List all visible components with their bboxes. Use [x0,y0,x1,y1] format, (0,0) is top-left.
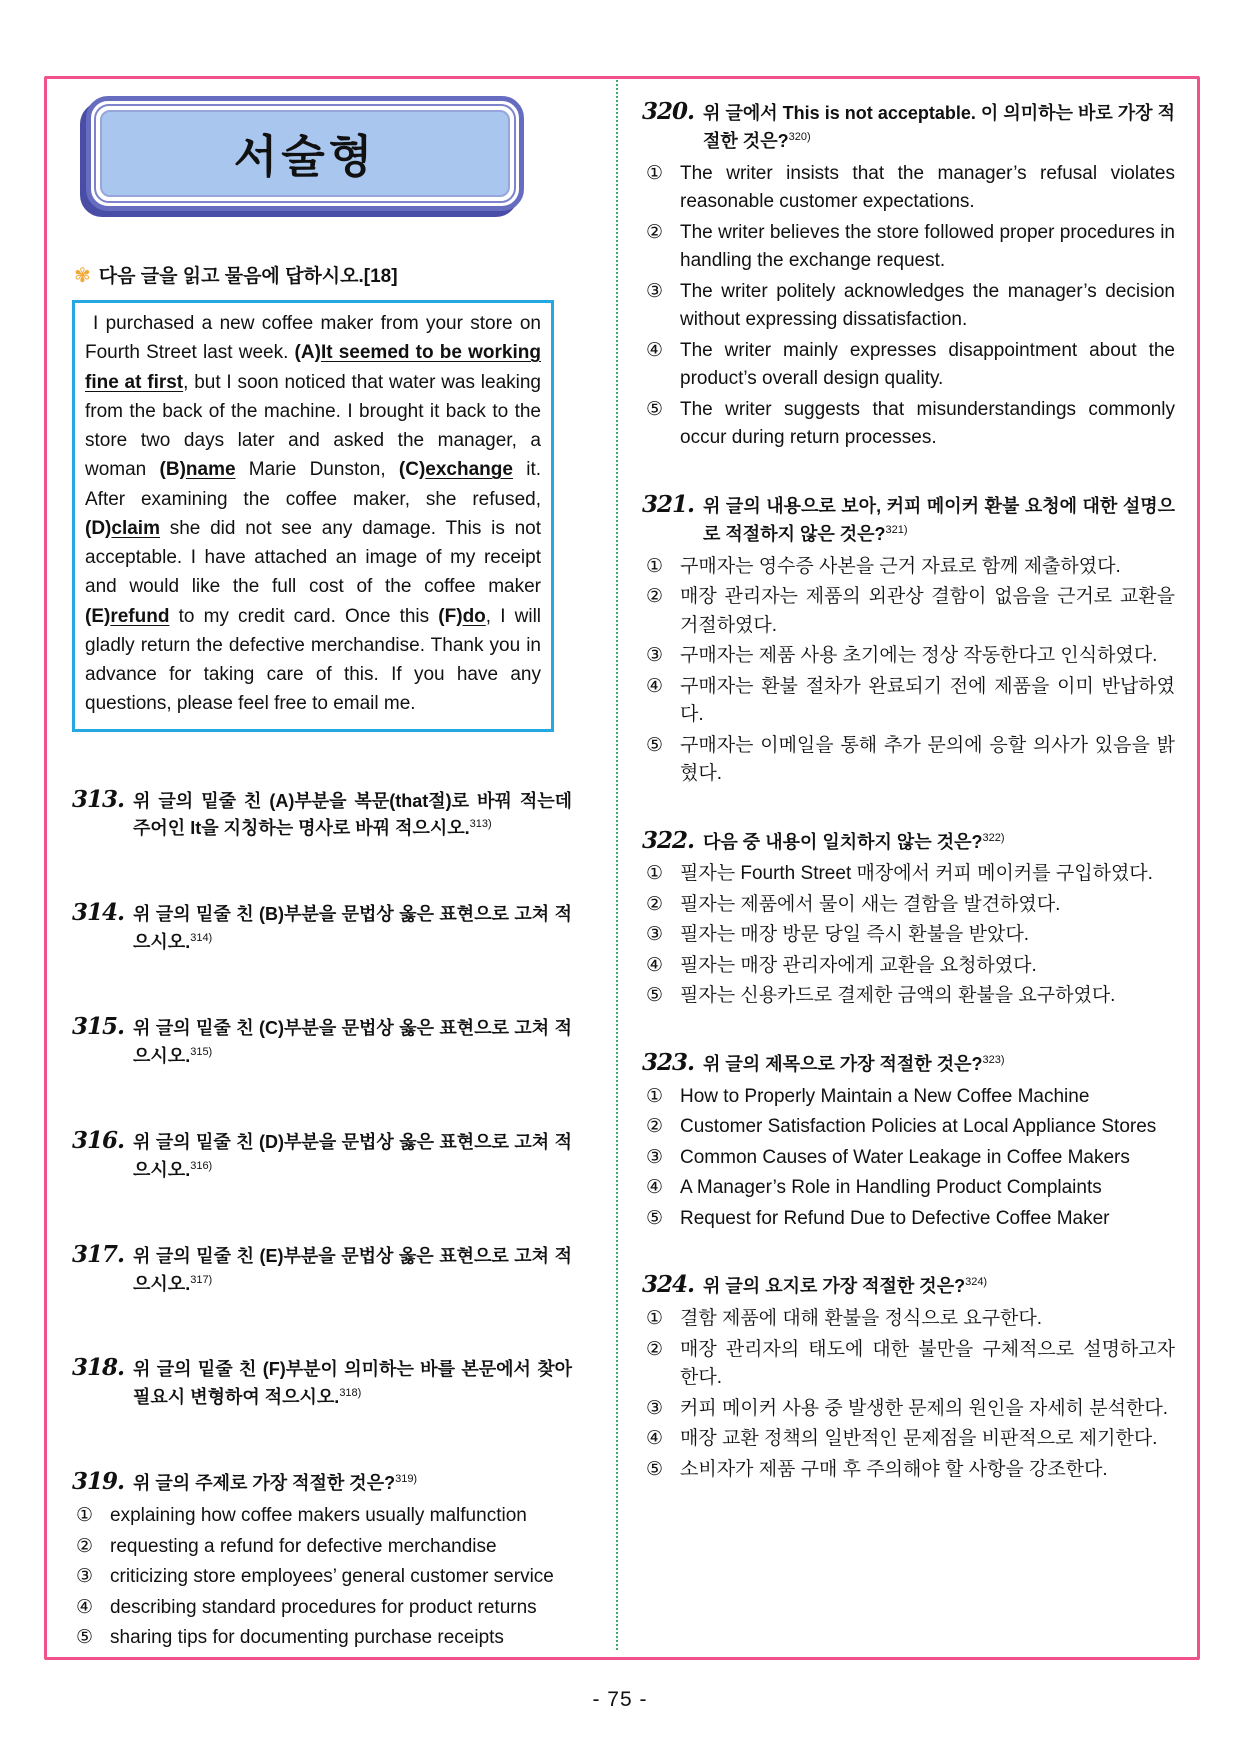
passage-marked-segment: (D) [85,517,112,539]
option-text: How to Properly Maintain a New Coffee Machine [680,1085,1090,1107]
question-320 [642,98,1175,453]
option-text: The writer politely acknowledges the manager’s decision without expressing dissatisfaction. [680,280,1175,331]
option-list [642,1305,1175,1484]
question-head [642,491,1175,549]
option-row [642,278,1175,335]
question-324 [642,1271,1175,1484]
question-316 [72,1127,572,1185]
option-marker: ④ [76,1596,94,1618]
option-text: The writer mainly expresses disappointment about the product’s overall design quality. [680,339,1175,390]
option-marker: ① [646,1085,664,1107]
option-marker: ⑤ [646,985,664,1007]
option-marker: ⑤ [646,1458,664,1480]
option-list [642,860,1175,1011]
passage-segment: she did not see any damage. This is not acceptable. I have attached an image of my receipt and would like the full cost of the coffee maker [85,517,541,598]
passage-marked-segment: (F) [438,605,463,627]
passage-segment: I purchased a new coffee maker from your store on Fourth Street last week. [85,313,541,364]
option-row [642,1174,1175,1203]
option-row [642,642,1175,671]
option-text: 매장 관리자의 태도에 대한 불만을 구체적으로 설명하고자 한다. [680,1338,1175,1389]
option-text: 구매자는 제품 사용 초기에는 정상 작동한다고 인식하였다. [680,645,1158,667]
question-text: 위 글의 밑줄 친 (B)부분을 문법상 옳은 표현으로 고쳐 적으시오.$^{314)}$ [133,904,572,953]
question-321 [642,491,1175,789]
question-head [642,1271,1175,1301]
option-text: Customer Satisfaction Policies at Local Appliance Stores [680,1116,1157,1138]
question-text: 위 글에서 This is not acceptable. 이 의미하는 바로 가장 적절한 것은?$^{320)}$ [703,103,1175,151]
option-marker: ④ [646,339,664,361]
option-row [642,860,1175,889]
right-column [642,98,1175,1522]
question-footnote-ref: 320) [788,130,811,143]
question-footnote-ref: 315) [190,1045,213,1058]
option-text: 구매자는 환불 절차가 완료되기 전에 제품을 이미 반납하였다. [680,675,1175,726]
passage-segment: , but I soon noticed that water was leaking from the back of the machine. I brought it back to the store two days later and asked the manager, a woman [85,371,541,481]
option-row [72,1533,572,1562]
option-marker: ④ [646,1177,664,1199]
question-322 [642,827,1175,1011]
option-row [72,1502,572,1531]
option-marker: ⑤ [646,734,664,756]
column-divider [616,80,618,1650]
title-border-outer [86,96,524,211]
question-number: 317. [72,1240,125,1268]
option-row [642,1456,1175,1485]
option-marker: ④ [646,1428,664,1450]
title-border-mid [94,104,516,203]
question-footnote-ref: 316) [190,1159,213,1172]
question-314 [72,899,572,957]
question-text: 위 글의 밑줄 친 (C)부분을 문법상 옳은 표현으로 고쳐 적으시오.$^{315)}$ [133,1018,572,1066]
question-number: 315. [72,1013,125,1041]
option-row [642,1425,1175,1454]
option-row [642,1305,1175,1334]
question-318 [72,1354,572,1412]
option-row [642,1336,1175,1393]
question-317 [72,1241,572,1299]
question-number: 324. [642,1271,695,1299]
question-head [642,827,1175,857]
question-313 [72,786,572,844]
option-row [642,1083,1175,1112]
option-marker: ③ [646,924,664,946]
question-footnote-ref: 313) [469,818,492,831]
option-marker: ① [646,162,664,184]
option-text: 필자는 신용카드로 결제한 금액의 환불을 요구하였다. [680,985,1116,1007]
passage-segment: Marie Dunston, [235,459,399,481]
option-marker: ③ [646,1397,664,1419]
option-row [72,1624,572,1653]
question-head [642,98,1175,156]
questions-right [642,98,1175,1484]
option-row [642,673,1175,730]
option-marker: ① [646,1308,664,1330]
option-row [72,1594,572,1623]
flower-icon: ✾ [74,265,91,287]
option-text: 구매자는 영수증 사본을 근거 자료로 함께 제출하였다. [680,555,1121,577]
passage-marked-segment: refund [110,605,170,627]
option-marker: ② [646,221,664,243]
option-row [642,1144,1175,1173]
option-marker: ② [76,1535,94,1557]
question-text: 위 글의 밑줄 친 (E)부분을 문법상 옳은 표현으로 고쳐 적으시오.$^{317)}$ [133,1245,572,1294]
question-text: 위 글의 요지로 가장 적절한 것은?$^{324)}$ [703,1276,988,1297]
passage-text [85,309,541,719]
left-column [72,96,572,1691]
question-319 [72,1468,572,1652]
question-head [72,1354,572,1412]
option-marker: ③ [646,645,664,667]
question-text: 위 글의 내용으로 보아, 커피 메이커 환불 요청에 대한 설명으로 적절하지 않은 것은?$^{321)}$ [703,495,1175,544]
instruction-line [74,261,572,288]
option-text: criticizing store employees’ general customer service [110,1566,554,1588]
option-text: Request for Refund Due to Defective Coffee Maker [680,1207,1110,1229]
option-marker: ① [646,555,664,577]
instruction-text: 다음 글을 읽고 물음에 답하시오.[18] [98,266,398,287]
option-text: 필자는 제품에서 물이 새는 결함을 발견하였다. [680,893,1061,915]
section-title-box [86,96,524,211]
passage-marked-segment: claim [111,517,160,539]
question-footnote-ref: 319) [395,1473,418,1486]
question-text: 위 글의 제목으로 가장 적절한 것은?$^{323)}$ [703,1053,1005,1074]
question-number: 321. [642,490,695,518]
passage-marked-segment: It seemed to be working fine at first [85,342,541,393]
option-marker: ③ [646,280,664,302]
option-text: 결함 제품에 대해 환불을 정식으로 요구한다. [680,1308,1043,1330]
option-row [642,337,1175,394]
option-marker: ② [646,1338,664,1360]
option-marker: ④ [646,954,664,976]
question-number: 314. [72,899,125,927]
option-row [642,160,1175,217]
question-head [72,1468,572,1498]
option-text: requesting a refund for defective merchandise [110,1535,497,1557]
question-number: 323. [642,1048,695,1076]
question-head [642,1049,1175,1079]
option-text: 필자는 Fourth Street 매장에서 커피 메이커를 구입하였다. [680,863,1153,885]
option-marker: ⑤ [646,1207,664,1229]
option-row [72,1563,572,1592]
page-number: - 75 - [592,1688,648,1711]
option-text: The writer believes the store followed proper procedures in handling the exchange request. [680,221,1175,272]
option-marker: ② [646,893,664,915]
option-list [642,1083,1175,1234]
question-number: 322. [642,826,695,854]
question-footnote-ref: 317) [190,1273,213,1286]
option-text: 구매자는 이메일을 통해 추가 문의에 응할 의사가 있음을 밝혔다. [680,734,1175,785]
option-marker: ② [646,586,664,608]
question-text: 위 글의 밑줄 친 (A)부분을 복문(that절)로 바꿔 적는데 주어인 It을 지칭하는 명사로 바꿔 적으시오.$^{313)}$ [133,790,572,839]
option-row [642,396,1175,453]
question-footnote-ref: 323) [982,1053,1005,1066]
question-footnote-ref: 318) [339,1387,362,1400]
section-title: 서술형 [100,110,510,197]
question-number: 319. [72,1468,125,1496]
passage-marked-segment: do [462,605,486,627]
passage-marked-segment: (E) [85,605,111,627]
option-row [642,583,1175,640]
question-number: 316. [72,1126,125,1154]
option-row [642,219,1175,276]
question-head [72,1013,572,1071]
passage-segment: it. After examining the coffee maker, she refused, [85,459,541,510]
option-list [642,160,1175,453]
option-marker: ③ [646,1146,664,1168]
option-text: sharing tips for documenting purchase receipts [110,1627,504,1649]
option-text: The writer insists that the manager’s refusal violates reasonable customer expectations. [680,162,1175,213]
option-row [642,891,1175,920]
question-text: 위 글의 주제로 가장 적절한 것은?$^{319)}$ [133,1473,418,1494]
question-number: 313. [72,785,125,813]
passage-marked-segment: exchange [425,459,513,481]
passage-box [72,300,554,732]
option-row [642,732,1175,789]
option-row [642,1205,1175,1234]
question-number: 318. [72,1354,125,1382]
option-text: Common Causes of Water Leakage in Coffee Makers [680,1146,1130,1168]
question-315 [72,1013,572,1071]
question-number: 320. [642,98,695,125]
option-text: describing standard procedures for product returns [110,1596,537,1618]
questions-left [72,786,572,1653]
option-text: 매장 교환 정책의 일반적인 문제점을 비판적으로 제기한다. [680,1428,1158,1450]
passage-marked-segment: (B) [159,459,186,481]
option-marker: ② [646,1116,664,1138]
question-footnote-ref: 321) [885,523,908,536]
option-row [642,921,1175,950]
question-text: 위 글의 밑줄 친 (F)부분이 의미하는 바를 본문에서 찾아 필요시 변형하여 적으시오.$^{318)}$ [133,1359,572,1408]
option-marker: ⑤ [646,398,664,420]
option-list [72,1502,572,1653]
option-list [642,553,1175,789]
option-text: explaining how coffee makers usually malfunction [110,1505,527,1527]
passage-marked-segment: (A) [294,342,321,364]
passage-marked-segment: (C) [398,459,426,481]
option-marker: ④ [646,675,664,697]
question-323 [642,1049,1175,1233]
question-footnote-ref: 322) [982,831,1005,844]
question-text: 다음 중 내용이 일치하지 않는 것은?$^{322)}$ [703,831,1005,852]
passage-marked-segment: name [185,459,236,481]
question-footnote-ref: 314) [190,932,213,945]
question-footnote-ref: 324) [965,1276,988,1289]
option-marker: ① [646,863,664,885]
option-text: The writer suggests that misunderstandings commonly occur during return processes. [680,398,1175,449]
option-text: A Manager’s Role in Handling Product Complaints [680,1177,1102,1199]
option-text: 필자는 매장 방문 당일 즉시 환불을 받았다. [680,924,1029,946]
question-text: 위 글의 밑줄 친 (D)부분을 문법상 옳은 표현으로 고쳐 적으시오.$^{316)}$ [133,1131,572,1180]
option-text: 필자는 매장 관리자에게 교환을 요청하였다. [680,954,1037,976]
option-marker: ① [76,1505,94,1527]
option-row [642,982,1175,1011]
option-row [642,553,1175,582]
passage-segment: to my credit card. Once this [169,605,439,627]
question-head [72,1241,572,1299]
option-marker: ⑤ [76,1627,94,1649]
option-text: 커피 메이커 사용 중 발생한 문제의 원인을 자세히 분석한다. [680,1397,1169,1419]
option-row [642,952,1175,981]
question-head [72,786,572,844]
question-head [72,1127,572,1185]
option-marker: ③ [76,1566,94,1588]
option-row [642,1113,1175,1142]
passage-segment: , I will gladly return the defective merchandise. Thank you in advance for taking care of this. If you have any questions, please feel free to email me. [85,605,542,715]
option-row [642,1395,1175,1424]
option-text: 소비자가 제품 구매 후 주의해야 할 사항을 강조한다. [680,1458,1108,1480]
option-text: 매장 관리자는 제품의 외관상 결함이 없음을 근거로 교환을 거절하였다. [680,586,1175,636]
question-head [72,899,572,957]
